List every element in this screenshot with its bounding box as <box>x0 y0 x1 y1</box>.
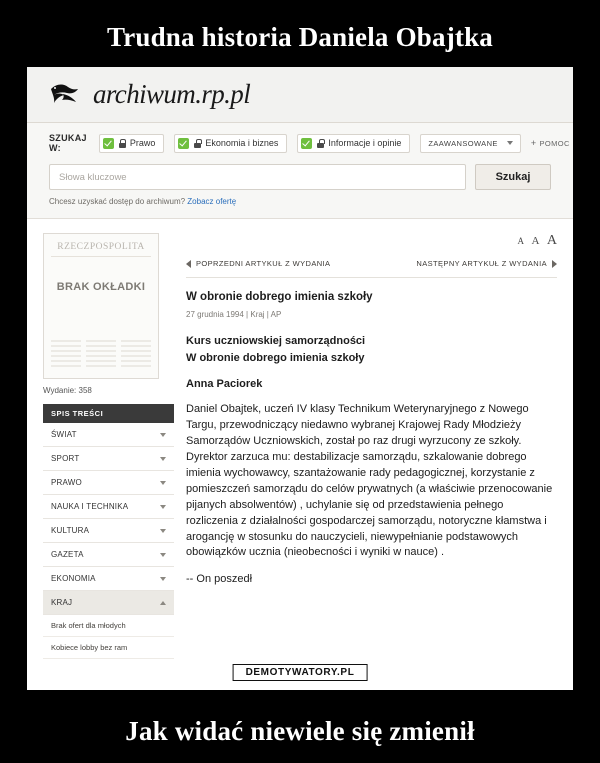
search-filters-row <box>49 133 570 153</box>
archive-offer-note <box>49 197 551 206</box>
toc-item-label: PRAWO <box>51 478 82 487</box>
chevron-down-icon <box>160 553 166 557</box>
toc-item-label: SPORT <box>51 454 80 463</box>
toc-item-label: KULTURA <box>51 526 90 535</box>
chevron-right-icon <box>552 260 557 268</box>
chevron-down-icon <box>160 457 166 461</box>
lock-icon <box>194 139 201 148</box>
meme-top-caption: Trudna historia Daniela Obajtka <box>106 22 493 52</box>
site-header <box>27 67 573 123</box>
chevron-down-icon <box>507 141 513 145</box>
next-article-link[interactable] <box>416 259 557 268</box>
article-meta: 27 grudnia 1994 | Kraj | AP <box>186 310 282 319</box>
chevron-down-icon <box>160 529 166 533</box>
toc-item-label: KRAJ <box>51 598 73 607</box>
lock-icon <box>119 139 126 148</box>
main-content <box>27 219 573 651</box>
search-panel <box>27 123 573 219</box>
chevron-down-icon <box>160 433 166 437</box>
font-size-medium-button[interactable]: A <box>531 235 540 247</box>
toc-header: SPIS TREŚCI <box>43 404 174 423</box>
toc-subitem[interactable]: Kobiece lobby bez ram <box>43 637 174 659</box>
cover-missing-label: BRAK OKŁADKI <box>56 281 146 293</box>
archive-offer-text: Chcesz uzyskać dostęp do archiwum? <box>49 197 186 206</box>
toc-item-label: EKONOMIA <box>51 574 96 583</box>
toc-subitem[interactable]: Brak ofert dla młodych <box>43 615 174 637</box>
article-subtitle-2: W obronie dobrego imienia szkoły <box>186 352 365 364</box>
toc-item-prawo[interactable] <box>43 471 174 495</box>
article-subtitle-1: Kurs uczniowskiej samorządności <box>186 335 366 347</box>
toc-item-label: NAUKA I TECHNIKA <box>51 502 129 511</box>
search-button[interactable]: Szukaj <box>475 164 551 190</box>
toc-item-label: GAZETA <box>51 550 84 559</box>
help-label: POMOC <box>539 138 570 148</box>
toc-item-nauka-i-technika[interactable] <box>43 495 174 519</box>
chevron-down-icon <box>160 577 166 581</box>
article-pane <box>174 219 573 651</box>
plus-icon: + <box>530 138 537 148</box>
font-size-small-button[interactable]: A <box>517 236 525 246</box>
cover-placeholder-lines <box>51 340 151 370</box>
toc-item-ekonomia[interactable] <box>43 567 174 591</box>
filter-chip-informacje-i-opinie[interactable] <box>297 134 410 153</box>
article-navigation <box>186 259 557 278</box>
search-scope-label: SZUKAJ W: <box>49 133 87 153</box>
issue-number: Wydanie: 358 <box>43 386 92 395</box>
toc-item-swiat[interactable] <box>43 423 174 447</box>
advanced-search-label: ZAAWANSOWANE <box>428 138 498 148</box>
filter-chip-prawo[interactable] <box>99 134 165 153</box>
toc-item-gazeta[interactable] <box>43 543 174 567</box>
filter-chip-ekonomia-i-biznes[interactable] <box>174 134 287 153</box>
site-logo-text[interactable]: archiwum.rp.pl <box>93 79 251 109</box>
search-query-row <box>49 164 551 190</box>
next-article-label: NASTĘPNY ARTYKUŁ Z WYDANIA <box>416 259 547 268</box>
chevron-down-icon <box>160 505 166 509</box>
font-size-large-button[interactable]: A <box>546 233 557 248</box>
filter-label: Prawo <box>129 138 156 148</box>
issue-cover <box>43 233 159 379</box>
article-body <box>186 402 557 588</box>
checkbox-checked-icon[interactable] <box>103 138 114 149</box>
cover-masthead: RZECZPOSPOLITA <box>51 242 151 257</box>
eagle-logo-icon <box>49 80 89 110</box>
font-size-controls <box>186 231 557 248</box>
checkbox-checked-icon[interactable] <box>178 138 189 149</box>
archive-offer-link[interactable]: Zobacz ofertę <box>187 197 237 206</box>
filter-label: Ekonomia i biznes <box>205 138 279 148</box>
article-title: W obronie dobrego imienia szkoły <box>186 291 373 303</box>
toc-item-kultura[interactable] <box>43 519 174 543</box>
toc-item-kraj[interactable] <box>43 591 174 615</box>
article-author: Anna Paciorek <box>186 378 263 390</box>
help-link[interactable] <box>531 138 570 148</box>
toc-item-label: ŚWIAT <box>51 430 77 439</box>
toc-item-sport[interactable] <box>43 447 174 471</box>
prev-article-link[interactable] <box>186 259 330 268</box>
chevron-left-icon <box>186 260 191 268</box>
screenshot-area <box>27 67 573 690</box>
prev-article-label: POPRZEDNI ARTYKUŁ Z WYDANIA <box>196 259 331 268</box>
chevron-down-icon <box>160 481 166 485</box>
meme-bottom-caption: Jak widać niewiele się zmienił <box>125 716 475 746</box>
article-paragraph: -- On poszedł <box>186 573 253 586</box>
chevron-up-icon <box>160 601 166 605</box>
article-paragraph: Daniel Obajtek, uczeń IV klasy Technikum Weterynaryjnego z Nowego Targu, przewodniczący niedawno wybranej Krajowej Rady Młodzieży Samorządów Uczniowskich, został po raz drugi wyrzucony ze szkoły. Dyrektor zarzuca mu: destabilizacje samorządu, szkalowanie dobrego imienia wychowawcy, szantażowanie rady pedagogicznej, korzystanie z pomieszczeń samorządu do celów prywatnych (a właściwie przenocowanie pijanych absolwentów) , uchylanie się od przedstawienia pełnego rozliczenia z działalności gospodarczej samorządu, notoryczne kłamstwa i arogancję w stosunku do nauczycieli, niewypełnianie podstawowych obowiązków ucznia (nieobecności i wyniki w nauce) . <box>186 403 553 559</box>
watermark: DEMOTYWATORY.PL <box>233 664 368 681</box>
search-input[interactable]: Słowa kluczowe <box>49 164 466 190</box>
checkbox-checked-icon[interactable] <box>301 138 312 149</box>
lock-icon <box>317 139 324 148</box>
advanced-search-dropdown[interactable] <box>420 134 520 153</box>
issue-sidebar <box>27 219 174 651</box>
filter-label: Informacje i opinie <box>328 138 402 148</box>
